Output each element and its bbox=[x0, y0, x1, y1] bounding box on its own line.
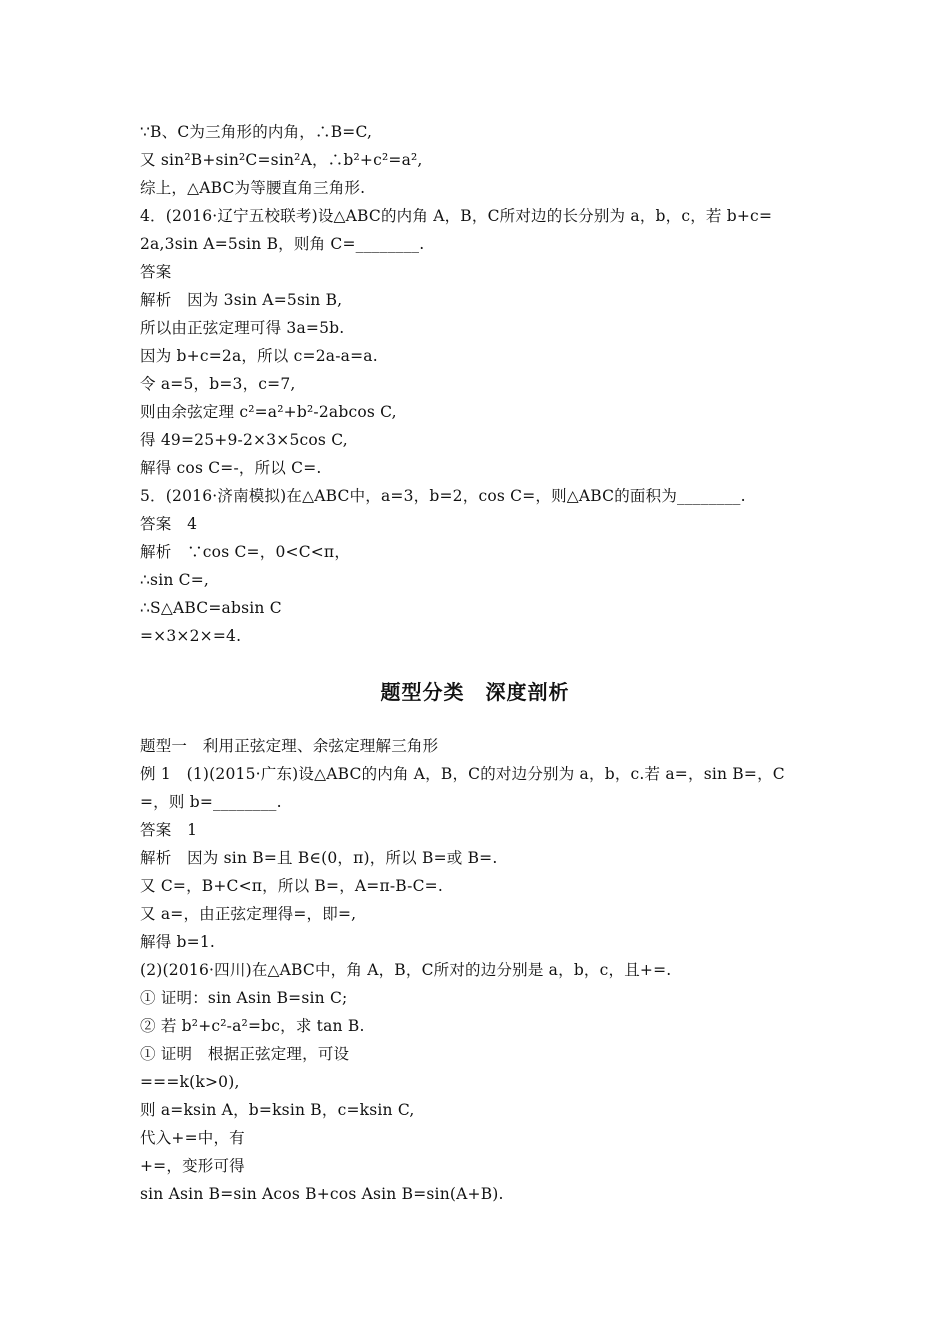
answer-line: 答案 1 bbox=[140, 821, 198, 839]
text-line: ∴sin C=, bbox=[140, 571, 210, 589]
sub-question-1: ① 证明：sin Asin B=sin C; bbox=[140, 989, 348, 1007]
text-line: +=，变形可得 bbox=[140, 1157, 245, 1175]
text-line: sin Asin B=sin Acos B+cos Asin B=sin(A+B). bbox=[140, 1185, 504, 1203]
text-line: 又 a=，由正弦定理得=，即=, bbox=[140, 905, 357, 923]
answer-label: 答案 bbox=[140, 263, 172, 281]
text-line: 则 a=ksin A，b=ksin B，c=ksin C, bbox=[140, 1101, 415, 1119]
section-heading: 题型分类 深度剖析 bbox=[380, 680, 570, 704]
text-line: 解得 b=1. bbox=[140, 933, 216, 951]
problem-5-line: 5．(2016·济南模拟)在△ABC中，a=3，b=2，cos C=，则△ABC的面积为________. bbox=[140, 487, 746, 505]
text-line: 综上，△ABC为等腰直角三角形. bbox=[140, 179, 366, 197]
text-line: 则由余弦定理 c²=a²+b²-2abcos C, bbox=[140, 403, 397, 421]
text-line: 又 sin²B+sin²C=sin²A，∴b²+c²=a², bbox=[140, 151, 423, 169]
text-line: ∵B、C为三角形的内角，∴B=C, bbox=[140, 123, 373, 141]
text-line: 因为 b+c=2a，所以 c=2a-a=a. bbox=[140, 347, 378, 365]
example-1-part-2: (2)(2016·四川)在△ABC中，角 A，B，C所对的边分别是 a，b，c，且+=. bbox=[140, 961, 672, 979]
proof-start: ① 证明 根据正弦定理，可设 bbox=[140, 1045, 350, 1063]
text-line: 又 C=，B+C<π，所以 B=，A=π-B-C=. bbox=[140, 877, 443, 895]
analysis-line: 解析 ∵cos C=，0<C<π， bbox=[140, 543, 351, 561]
example-1-line-1: 例 1 (1)(2015·广东)设△ABC的内角 A，B，C的对边分别为 a，b，c.若 a=，sin B=，C bbox=[140, 765, 785, 783]
analysis-line: 解析 因为 3sin A=5sin B, bbox=[140, 291, 343, 309]
sub-question-2: ② 若 b²+c²-a²=bc，求 tan B. bbox=[140, 1017, 365, 1035]
topic-title: 题型一 利用正弦定理、余弦定理解三角形 bbox=[140, 737, 439, 755]
text-line: 所以由正弦定理可得 3a=5b. bbox=[140, 319, 345, 337]
analysis-line: 解析 因为 sin B=且 B∈(0，π)，所以 B=或 B=. bbox=[140, 849, 498, 867]
text-line: 得 49=25+9-2×3×5cos C, bbox=[140, 431, 348, 449]
text-line: ===k(k>0), bbox=[140, 1073, 240, 1091]
problem-4-line-1: 4．(2016·辽宁五校联考)设△ABC的内角 A，B，C所对边的长分别为 a，b，c，若 b+c= bbox=[140, 207, 773, 225]
text-line: 解得 cos C=-，所以 C=. bbox=[140, 459, 322, 477]
text-line: 令 a=5，b=3，c=7, bbox=[140, 375, 296, 393]
answer-line: 答案 4 bbox=[140, 515, 198, 533]
example-1-line-2: =，则 b=________. bbox=[140, 793, 282, 811]
text-line: =×3×2×=4. bbox=[140, 627, 242, 645]
text-line: ∴S△ABC=absin C bbox=[140, 599, 282, 617]
problem-4-line-2: 2a,3sin A=5sin B，则角 C=________. bbox=[140, 235, 425, 253]
text-line: 代入+=中，有 bbox=[140, 1129, 245, 1147]
